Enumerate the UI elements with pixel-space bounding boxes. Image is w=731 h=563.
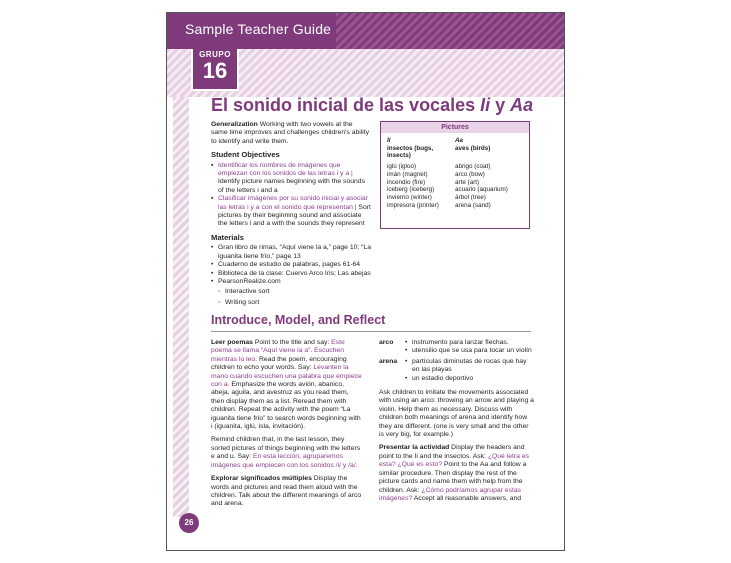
picture-item: abrigo (coat)	[455, 163, 491, 171]
objective-spanish: Identificar los nombres de imágenes que empiezan con los sonidos de las letras i y a |	[218, 161, 353, 178]
definition-item: • instrumento para lanzar flechas.	[405, 339, 532, 347]
generalization-text: Working with two vowels at the same time improves and challenges children's ability to identify and write them.	[211, 121, 370, 145]
term: arco	[379, 339, 394, 346]
objective-english: Sort pictures by their beginning sound and associate the letters i and a with the sounds they represent	[218, 203, 371, 228]
picture-item: imán (magnet)	[387, 170, 428, 178]
picture-item: árbol (tree)	[455, 193, 486, 201]
paragraph-read-poems: Leer poemas Point to the title and say: Este poema se llama “Aquí viene la a”. Escuchen mientras lo leo. Read the poem, encouraging children to echo your words. Say: Levanten la mano cuando escuchen una palabra que empiece con a. Emphasize the words avión, abanico, abeja, aguila, and avestruz as you read them, then display them as a list. Reread them with children. Repeat the activity with the poem “La iguanita tiene frío” to search words beginning with i (iguanita, iglú, isla, invitación).	[211, 339, 362, 431]
material-item: • PearsonRealize.com	[211, 278, 371, 286]
generalization	[211, 121, 371, 146]
side-stripe-decoration	[173, 97, 189, 517]
page-number: 26	[179, 513, 199, 533]
picture-item: arte (art)	[455, 178, 480, 186]
term: arena	[379, 357, 398, 365]
section-divider	[211, 331, 531, 332]
title-text: El sonido inicial de las vocales	[211, 95, 481, 115]
picture-item: arena (sand)	[455, 201, 491, 209]
title-letter-a: Aa	[510, 95, 534, 115]
pictures-box	[380, 121, 530, 229]
definition-arena	[379, 358, 534, 383]
material-item: • Cuaderno de estudio de palabras, pages 61-64	[211, 261, 371, 269]
objective-item	[211, 162, 371, 196]
picture-item: incendio (fire)	[387, 178, 426, 186]
pictures-heading: Pictures	[381, 122, 529, 133]
objective-spanish: Clasificar imágenes por su sonido inicial y asociar las letras i y a con el sonido que representan |	[218, 195, 368, 211]
picture-item: impresora (printer)	[387, 201, 439, 209]
group-number: 16	[202, 58, 228, 83]
page-title	[211, 95, 533, 116]
header-stripe-decoration	[336, 13, 565, 49]
pictures-col-letter: Aa	[455, 137, 464, 144]
picture-item: arco (bow)	[455, 170, 485, 178]
picture-item: invierno (winter)	[387, 193, 432, 201]
definition-item: • un estadio deportivo	[405, 375, 534, 383]
left-body-column	[211, 339, 363, 514]
pictures-col-letter: Ii	[387, 137, 391, 144]
picture-item: iglú (igloo)	[387, 163, 417, 171]
section-heading: Introduce, Model, and Reflect	[211, 313, 386, 327]
definition-item: • utensilio que se usa para tocar un violín	[405, 347, 532, 355]
header-bar	[167, 13, 565, 49]
document-page	[166, 12, 565, 551]
objective-english: Identify picture names beginning with the sounds of the letters i and a	[218, 178, 365, 194]
intro-column	[211, 121, 371, 307]
group-label: GRUPO	[199, 50, 231, 59]
picture-item: iceberg (iceberg)	[387, 186, 435, 194]
title-conjunction: y	[490, 95, 511, 115]
generalization-label: Generalization	[211, 121, 258, 128]
material-item: • Biblioteca de la clase: Cuervo Arco Iris; Las abejas	[211, 270, 371, 278]
material-item: • Gran libro de rimas, “Aquí viene la a,” page 10; “La iguanita tiene frío,” page 13	[211, 244, 371, 261]
objectives-heading: Student Objectives	[211, 150, 280, 160]
paragraph-remind: Remind children that, in the last lesson, they sorted pictures of things beginning with the letters e and u. Say: En esta lección, agruparemos imágenes que empiecen con los sonidos /i/ y /a/.	[211, 436, 361, 469]
title-letter-i: Ii	[480, 95, 491, 115]
materials-heading: Materials	[211, 232, 244, 242]
right-body-column	[379, 339, 534, 508]
paragraph-multiple-meanings: Explorar significados múltiples Display the words and pictures and read them aloud with the children. Talk about the different meanings of arco and arena.	[211, 475, 362, 508]
definition-arco	[379, 339, 534, 356]
group-badge	[191, 49, 239, 91]
definition-item: • partículas diminutas de rocas que hay en las playas	[405, 358, 534, 375]
pictures-columns	[381, 133, 529, 209]
header-title: Sample Teacher Guide	[185, 21, 332, 37]
objectives-list	[211, 162, 371, 229]
material-subitem: ◦ Interactive sort	[218, 288, 371, 296]
pictures-col-a	[455, 137, 523, 209]
paragraph-present-activity: Presentar la actividad Display the headers and point to the Ii and the insectos. Ask: ¿Qué letra es esta? ¿Qué es esto? Point to the Aa and follow a similar procedure. Then display the rest of the picture cards and name them with help from the children. Ask: ¿Cómo podríamos agrupar estas imágenes? Accept all reasonable answers, and	[379, 444, 530, 502]
objective-item	[211, 195, 371, 229]
picture-item: acuario (aquarium)	[455, 186, 508, 194]
material-subitem: ◦ Writing sort	[218, 299, 371, 307]
paragraph-imitate: Ask children to imitate the movements associated with using an arco: throwing an arrow and playing a violin. Help them as necessary. Discuss with children both meanings of arena and identify how they are different. (one is very small and the other is very big, for example.)	[379, 389, 534, 439]
pictures-col-header: insectos (bugs, insects)	[387, 144, 434, 160]
materials-sublist	[211, 288, 371, 307]
pictures-col-header: aves (birds)	[455, 144, 491, 152]
materials-list	[211, 244, 371, 286]
pictures-col-i	[387, 137, 455, 209]
